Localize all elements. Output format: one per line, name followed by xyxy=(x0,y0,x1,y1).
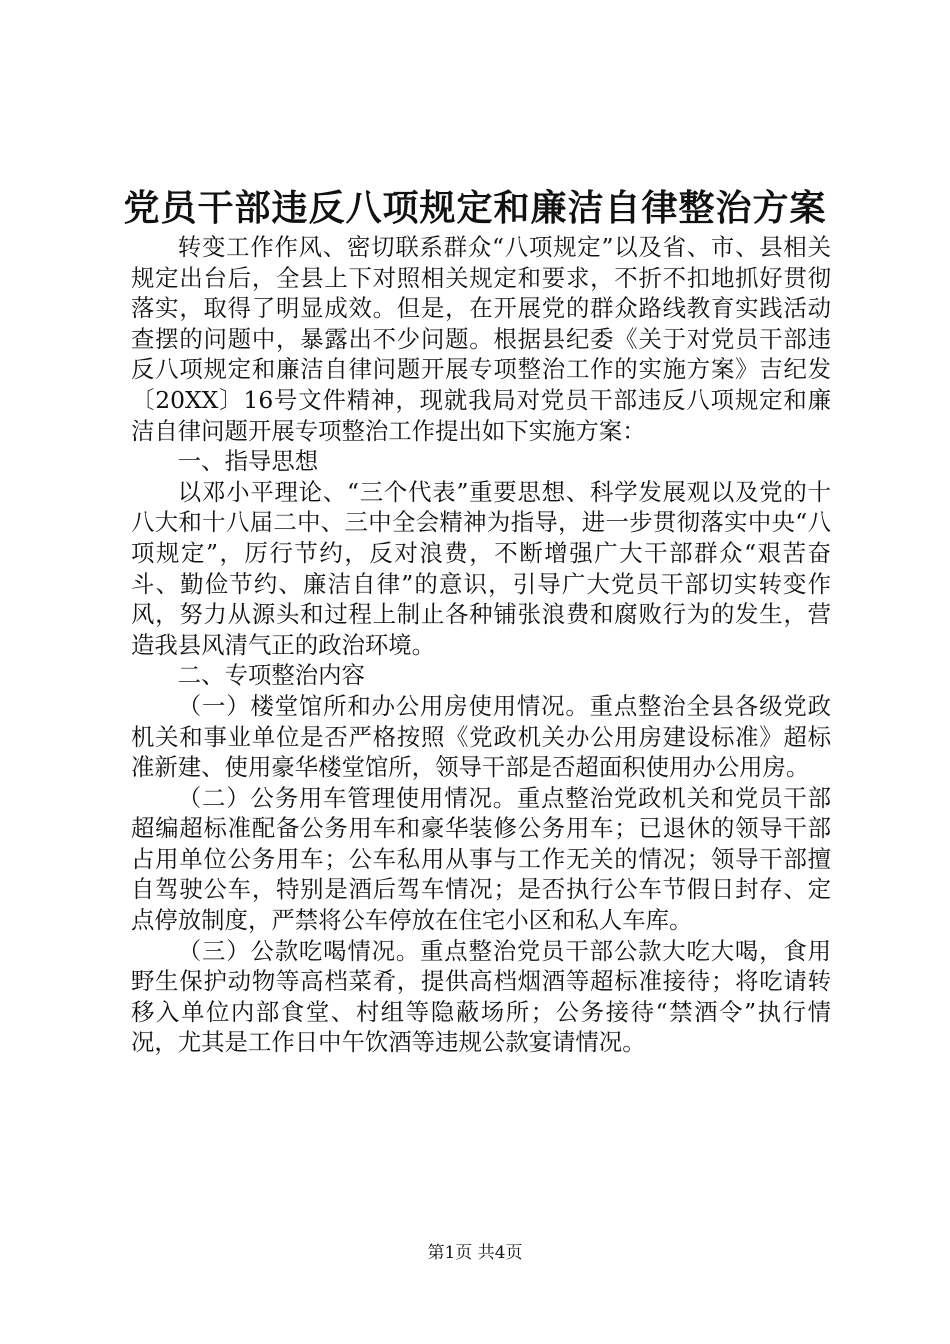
document-body xyxy=(131,232,831,1058)
intro-paragraph: 转变工作作风、密切联系群众“八项规定”以及省、市、县相关规定出台后，全县上下对照相关规定和要求，不折不扣地抓好贯彻落实，取得了明显成效。但是，在开展党的群众路线教育实践活动查摆的问题中，暴露出不少问题。根据县纪委《关于对党员干部违反八项规定和廉洁自律问题开展专项整治工作的实施方案》吉纪发〔20XX〕16号文件精神，现就我局对党员干部违反八项规定和廉洁自律问题开展专项整治工作提出如下实施方案： xyxy=(131,233,831,445)
item-official-vehicles: （二）公务用车管理使用情况。重点整治党政机关和党员干部超编超标准配备公务用车和豪华装修公务用车；已退休的领导干部占用单位公务用车；公车私用从事与工作无关的情况；领导干部擅自驾驶公车，特别是酒后驾车情况；是否执行公车节假日封存、定点停放制度，严禁将公车停放在住宅小区和私人车库。 xyxy=(131,783,831,935)
section-heading-guiding-ideology: 一、指导思想 xyxy=(177,447,319,476)
item-buildings-offices: （一）楼堂馆所和办公用房使用情况。重点整治全县各级党政机关和事业单位是否严格按照《党政机关办公用房建设标准》超标准新建、使用豪华楼堂馆所，领导干部是否超面积使用办公用房。 xyxy=(131,691,831,782)
item-public-banquets: （三）公款吃喝情况。重点整治党员干部公款大吃大喝，食用野生保护动物等高档菜肴，提供高档烟酒等超标准接待；将吃请转移入单位内部食堂、村组等隐蔽场所；公务接待“禁酒令”执行情况，尤其是工作日中午饮酒等违规公款宴请情况。 xyxy=(131,936,831,1057)
page-number: 第1页 共4页 xyxy=(427,1243,523,1263)
section-heading-rectification-content: 二、专项整治内容 xyxy=(177,661,365,690)
guiding-ideology-paragraph: 以邓小平理论、“三个代表”重要思想、科学发展观以及党的十八大和十八届二中、三中全会精神为指导，进一步贯彻落实中央“八项规定”，厉行节约，反对浪费，不断增强广大干部群众“艰苦奋斗、勤俭节约、廉洁自律”的意识，引导广大党员干部切实转变作风，努力从源头和过程上制止各种铺张浪费和腐败行为的发生，营造我县风清气正的政治环境。 xyxy=(131,477,831,659)
document-title: 党员干部违反八项规定和廉洁自律整治方案 xyxy=(123,187,827,229)
